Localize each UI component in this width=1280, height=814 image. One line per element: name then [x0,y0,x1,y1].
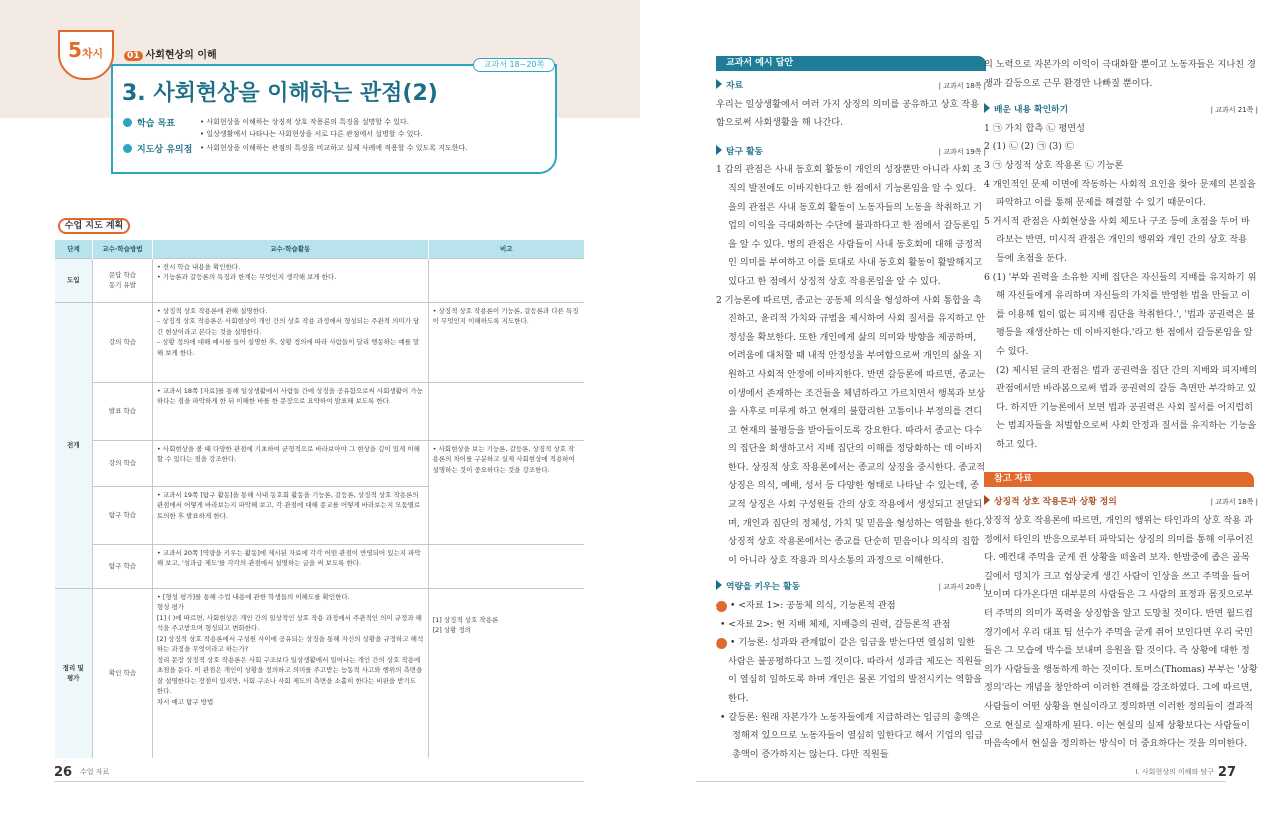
method-cell: 문답 학습 동기 유발 [92,258,152,302]
answer-item: 1 ㉠ 가치 합측 ㉡ 평면성 [984,122,1085,134]
answer-item: • <자료 2>: 현 지배 체제, 지배층의 권력, 갈등론적 관점 [720,618,951,630]
note-cell: • 상징적 상호 작용론이 기능론, 갈등론과 다른 특징이 무엇인지 이해하도록 지도한다. [428,302,584,382]
section-bar-reference: 참고 자료 [984,472,1254,487]
plan-tag: 수업 지도 계획 [58,218,130,234]
arrow-icon [984,495,990,505]
subsection-ref: | 교과서 21쪽 | [1210,106,1258,115]
answer-item: 2 (1) ㉡ (2) ㉠ (3) ㉢ [984,141,1074,153]
caution-item: • 사회현상을 이해하는 관점의 특징을 비교하고 실제 사례에 적용할 수 있도록 지도한다. [200,144,468,152]
goal-label [123,116,175,129]
arrow-icon [716,145,722,155]
unit-heading [124,46,217,61]
unit-number: 01 [124,51,143,61]
answer-item [713,597,986,616]
footer-rule [696,781,1226,782]
subsection-header [716,578,986,597]
lesson-label: 차시 [81,47,104,60]
section-bar-answers: 교과서 예시 답안 [716,56,986,71]
method-cell: 발표 학습 [92,382,152,440]
note-cell [428,544,584,588]
table-row [55,302,585,382]
subsection-ref: | 교과서 19쪽 | [938,147,986,156]
subsection-title: 역량을 키우는 활동 [726,582,801,593]
subsection-ref: | 교과서 18쪽 | [938,82,986,90]
stage-cell: 도입 [55,258,93,302]
arrow-icon [984,103,990,113]
caution-label-text: 지도상 유의점 [137,145,193,155]
subsection-title: 탐구 활동 [726,146,764,157]
arrow-icon [716,580,722,590]
right-column-1 [713,56,986,764]
note-cell: [1] 상징적 상호 작용론 [2] 상황 정의 [428,588,584,758]
method-cell: 탐구 학습 [92,486,152,544]
goal-item: • 일상생활에서 나타나는 사회현상을 서로 다른 관점에서 설명할 수 있다. [200,130,423,138]
answer-item: 2 기능론에 따르면, 종교는 공동체 의식을 형성하여 사회 통합을 촉진하고, 윤리적 가치와 규범을 제시하여 사회 질서를 유지하고 안정성을 확보한다. 또한 개인에게 삶의 의미와 방향을 제공하며, 어려움에 대처할 때 내적 안정성을 부여함으로써 개인의 삶을 지원하고 사회적 안정에 이바지한다. 반면 갈등론에 따르면, 종교는 이생에서 존재하는 조건들을 체념하라고 가르치면서 행복과 보상을 사후로 미루게 하고 현재의 불합리한 고통이나 부정의를 견디고 현재의 불평등을 받아들이도록 강요한다. 따라서 종교는 다수의 집단을 희생하고서 지배 집단의 이해를 정당화하는 데 이바지한다. 상징적 상호 작용론에서는 종교의 상징을 중시한다. 종교적 상징은 의식, 예배, 성서 등 다양한 형태로 나타날 수 있는데, 종교적 상징은 사회 구성원들 간의 상호 작용에서 생성되고 전달되며, 개인과 집단의 정체성, 가치 및 믿음을 형성하는 역할을 한다. 상징적 상호 작용론에서는 종교를 단순히 믿음이나 의식의 집합이 아니라 상호 작용과 의사소통의 과정으로 이해한다. [716,294,986,566]
goal-label-text: 학습 목표 [137,119,175,129]
subsection-header [716,143,986,162]
answer-item: 5 거시적 관점은 사회현상을 사회 체도나 구조 등에 초점을 두어 바라보는 반면, 미시적 관점은 개인의 행위와 개인 간의 상호 작용 등에 초점을 둔다. [984,215,1250,264]
reference-text: 상징적 상호 작용론에 따르면, 개인의 행위는 타인과의 상호 작용 과정에서 타인의 반응으로부터 파악되는 상징의 의미를 통해 이루어진다. 예컨대 주먹을 굳게 쥔 상황을 떠올려 보자. 한밤중에 좁은 골목길에서 덩치가 크고 험상궂게 생긴 사람이 인상을 쓰고 주먹을 들어 보이며 다가온다면 대부분의 사람들은 그 사람의 표정과 몸짓으로부터 주먹의 의미가 폭력을 상징함을 알고 도망칠 것이다. 반면 월드컵 경기에서 우리 대표 팀 선수가 주먹을 굳게 쥐어 보인다면 우리 국민들은 그 모습에 박수를 보내며 응원을 할 것이다. 즉 상황에 대한 정의가 사람들을 행동하게 하는 것이다. 토머스(Thomas) 부부는 '상황 정의'라는 개념을 창안하여 이러한 견해를 강조하였다. 그에 따르면, 사람들이 어떤 상황을 현실이라고 정의하면 이러한 정의들이 결과적으로 현실로 실재하게 된다. 이는 현실의 실제 상황보다는 사람들이 마음속에서 현실을 정의하는 방식이 더 중요하다는 것을 의미한다. [984,515,1258,750]
answer-item: 1 갑의 관점은 사내 동호회 활동이 개인의 성장뿐만 아니라 사회 조직의 발전에도 이바지한다고 한 점에서 기능론임을 알 수 있다. 을의 관점은 사내 동호회 활동이 노동자들의 노동을 착취하고 기업의 이익을 극대화하는 수단에 불과하다고 한 점에서 갈등론임을 알 수 있다. 병의 관점은 사람들이 사내 동호회에 대해 긍정적인 의미를 부여하고 이를 토대로 사내 동호회 활동이 활발해지고 있다고 한 점에서 상징적 상호 작용론임을 알 수 있다. [716,164,983,287]
answer-line: • <자료 1>: 공동체 의식, 기능론적 관점 [730,600,896,612]
page-footer-label: I. 사회현상의 이해와 탐구 [1135,768,1214,776]
page-footer-label: 수업 자료 [80,768,110,776]
subsection-title: 자료 [726,81,743,91]
goal-item: • 사회현상을 이해하는 상징적 상호 작용론의 특징을 설명할 수 있다. [200,118,409,126]
col-header: 교수·학습방법 [92,240,152,258]
activity-cell: • 교과서 19쪽 [탐구 활동]을 통해 사내 동호회 활동을 기능론, 갈등론, 상징적 상호 작용론의 관점에서 어떻게 바라보는지 파악해 보고, 각 관점에 대해 종교를 어떻게 바라보는지 모둠별로 토의한 후 발표하게 한다. [152,486,428,544]
answer-item: 3 ㉠ 상징적 상호 작용론 ㉡ 기능론 [984,159,1124,171]
method-cell: 강의 학습 [92,302,152,382]
stage-cell: 전개 [55,302,93,588]
unit-title: 사회현상의 이해 [145,50,217,61]
number-1-icon: 1 [716,601,727,612]
answer-line: • 기능론: 성과와 관계없이 같은 임금을 받는다면 열심히 일한 사람은 불공평하다고 느낄 것이다. 따라서 성과급 제도는 직원들이 열심히 일하도록 하며 개인은 물론 기업의 발전시키는 역할을 한다. [728,637,983,704]
caution-label [123,142,192,155]
activity-cell: • 교과서 20쪽 [역량을 키우는 활동]에 제시된 자료에 각각 어떤 관점이 반영되어 있는지 파악해 보고, '성과급 제도'를 각각의 관점에서 설명하는 글을 써 보도록 한다. [152,544,428,588]
activity-cell: • 전시 학습 내용을 확인한다. • 기능론과 갈등론의 특징과 한계는 무엇인지 생각해 보게 한다. [152,258,428,302]
answer-item: • 갈등론: 원래 자본가가 노동자들에게 지급하려는 임금의 총액은 정해져 있으므로 노동자들이 열심히 일한다고 해서 기업의 임금 총액이 증가하지는 않는다. 다만 직원들 [720,711,984,760]
number-2-icon: 2 [716,638,727,649]
arrow-icon [716,79,722,89]
activity-cell: • [형성 평가]를 통해 수업 내용에 관한 학생들의 이해도를 확인한다. 형성 평가 [1] ( )에 따르면, 사회현상은 개인 간의 일상적인 상호 작용 과정에서 주관적인 의미 규정과 해석을 주고받으며 형성되고 변화한다. [2] 상징적 상호 작용론에서 구성원 사이에 공유되는 상징을 통해 자신의 상황을 규정하고 해석하는 과정을 무엇이라고 하는가? 정리 문장 상징적 상호 작용론은 사회 구조보다 일상생활에서 일어나는 개인 간의 상호 작용에 초점을 둔다. 이 관점은 개인이 상황을 정의하고 의미를 주고받는 능동적 사고와 행위의 측면을 잘 설명한다는 장점이 있지만, 사회 구조나 사회 제도의 측면을 소홀히 한다는 비판을 받기도 한다. 차시 예고 탐구 방법 [152,588,428,758]
right-page [640,0,1280,814]
lesson-number: 5 [68,38,82,62]
col-header: 교수·학습활동 [152,240,428,258]
subsection-ref: | 교과서 20쪽 | [938,583,986,592]
note-cell: • 사회현상을 보는 기능론, 갈등론, 상징적 상호 작용론의 차이를 구분하고 실제 사회현상에 적용하여 설명하는 것이 중요하다는 것을 강조한다. [428,440,584,544]
table-row [55,258,585,302]
page-title: 3. 사회현상을 이해하는 관점(2) [122,81,438,106]
page-number: 26 [54,765,73,780]
subsection-ref: | 교과서 18쪽 | [1210,498,1258,507]
col-header: 단계 [55,240,93,258]
subsection-header [984,101,1258,120]
table-row [55,382,585,440]
subsection-title: 배운 내용 확인하기 [994,105,1069,116]
right-column-2 [984,56,1258,754]
lesson-number-badge [58,30,114,80]
table-row [55,588,585,758]
note-cell [428,382,584,440]
table-header-row [55,240,585,258]
note-cell [428,258,584,302]
lesson-plan-table [54,240,584,758]
goal-dot-icon [123,118,132,127]
subsection-header [984,493,1258,512]
col-header: 비고 [428,240,584,258]
footer-rule [54,781,584,782]
page-number: 27 [1217,765,1236,780]
answer-item [713,634,986,708]
caution-dot-icon [123,144,132,153]
answer-item: 4 개인적인 문제 이면에 작동하는 사회적 요인을 찾아 문제의 본질을 파악하고 이를 통해 문제를 해결할 수 있기 때문이다. [984,178,1256,209]
subsection-header [716,77,986,96]
activity-cell: • 상징적 상호 작용론에 관해 설명한다. – 상징적 상호 작용론은 사회현상이 개인 간의 상호 작용 과정에서 형성되는 주관적 의미가 담긴 현상이라고 본다는 것을 설명한다. – 상황 정의에 대해 예시를 들어 설명한 후, 상황 정의에 따라 사람들이 달리 행동하는 예를 말해 보게 한다. [152,302,428,382]
stage-cell: 정리 및 평가 [55,588,93,758]
answer-text: 우리는 일상생활에서 여러 가지 상징의 의미를 공유하고 상호 작용함으로써 사회생활을 해 나간다. [716,98,979,129]
textbook-ref-badge: 교과서 18~20쪽 [473,58,555,72]
continued-text: 의 노력으로 자본가의 이익이 극대화할 뿐이고 노동자들은 지나친 경쟁과 갈등으로 근무 환경만 나빠질 뿐이다. [984,59,1256,89]
method-cell: 탐구 학습 [92,544,152,588]
table-row [55,544,585,588]
activity-cell: • 교과서 18쪽 [자료]를 통해 일상생활에서 사람들 간에 상징을 공유함으로써 사회생활이 가능하다는 점을 파악하게 한 뒤 이해한 바를 한 문장으로 요약하여 발표해 보도록 한다. [152,382,428,440]
activity-cell: • 사회현상을 볼 때 다양한 관점에 기초하여 균형적으로 바라보아야 그 현상을 깊이 있게 이해할 수 있다는 점을 강조한다. [152,440,428,486]
table-row [55,440,585,486]
subsection-title: 상징적 상호 작용론과 상황 정의 [994,497,1117,508]
answer-item: 6 (1) '부와 권력을 소유한 지배 집단은 자신들의 지배를 유지하기 위해 자신들에게 유리하며 자신들의 가치를 반영한 법을 만들고 이를 이용해 힘이 없는 피지배 집단을 착취한다.', '법과 공권력은 불평등을 재생산하는 데 이바지한다.'라고 한 점에서 갈등론임을 알 수 있다. (2) 제시된 글의 관점은 법과 공권력을 집단 간의 지배와 피지배의 관점에서만 바라봄으로써 법과 공권력의 갈등 측면만 부각하고 있다. 하지만 기능론에서 보면 법과 공권력은 사회 질서를 어지럽히는 범죄자들을 처벌함으로써 사회 안정과 질서를 유지하는 기능을 하고 있다. [984,271,1258,450]
method-cell: 강의 학습 [92,440,152,486]
method-cell: 확인 학습 [92,588,152,758]
